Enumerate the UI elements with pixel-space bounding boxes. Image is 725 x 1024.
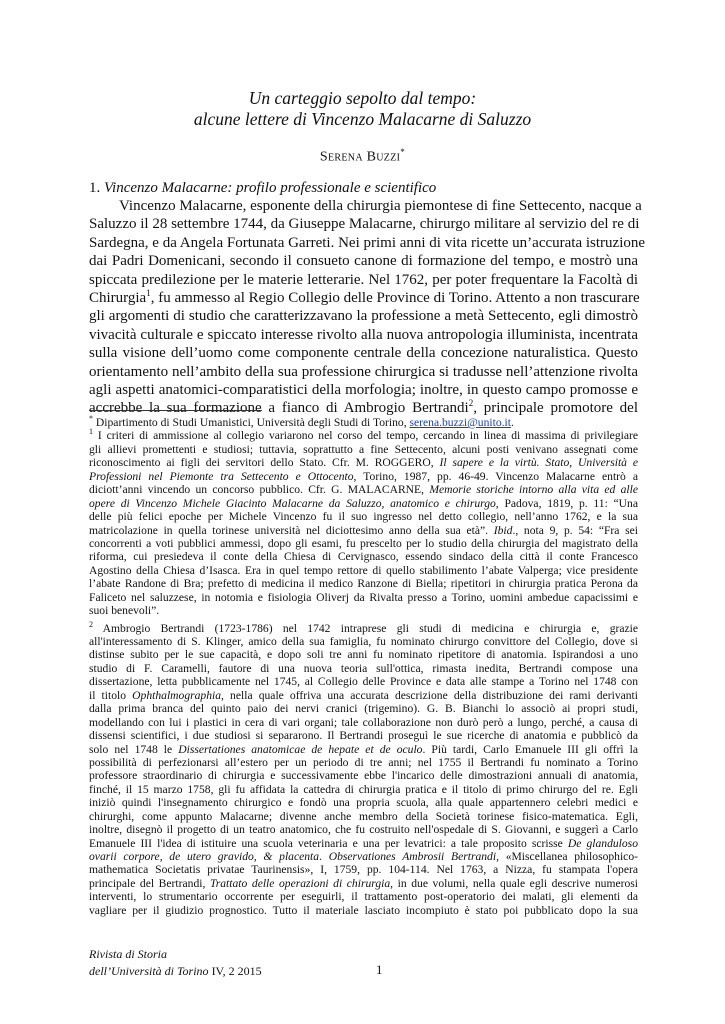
- footnote-1-line: [89, 483, 638, 496]
- footnote-1-line: riforma, cui presiedeva il conte della Chiesa di Cervignasco, essendo sindaco della città il conte Francesco: [89, 550, 638, 564]
- body-text-run: , fu ammesso al Regio Collegio delle Province di Torino. Attento a non trascurare: [150, 289, 640, 306]
- body-line: agli aspetti anatomici-comparatistici della morfologia; inoltre, in questo campo promosse e: [89, 381, 638, 398]
- cited-title: Il sapere e la virtù. Stato, Università e: [439, 456, 638, 470]
- body-line: Vincenzo Malacarne, esponente della chirurgia piemontese di fine Settecento, nacque a: [119, 198, 642, 214]
- cited-title: Memorie storiche intorno alla vita ed alle: [429, 483, 639, 497]
- footnote-2-line: professore straordinario di chirurgia e successivamente ebbe l'incarico delle dimostrazioni annuali di anatomia,: [89, 769, 638, 783]
- footnote-2-line: dissensi scientifici, i due studiosi si separarono. Il Bertrandi proseguì le sue ricerche di anatomia e pubblicò da: [89, 729, 638, 743]
- footnote-text: solo nel 1748 le: [89, 742, 179, 756]
- section-number: 1.: [89, 180, 101, 196]
- footnote-1-line: [89, 497, 638, 510]
- title-line-1: Un carteggio sepolto dal tempo:: [248, 88, 477, 108]
- footnote-text: principale del Bertrandi,: [89, 876, 210, 890]
- footnote-2-line: [89, 743, 638, 756]
- footnote-text: .: [319, 850, 329, 863]
- affiliation-text: Dipartimento di Studi Umanistici, Università degli Studi di Torino,: [95, 416, 410, 429]
- footnote-ref-2[interactable]: 2: [468, 398, 474, 409]
- footnote-text: , nella quale offriva una accurata descrizione della distribuzione dei rami derivanti: [221, 688, 638, 702]
- footnote-text: Emanuele III l'idea di istituire una scuola veterinaria e una per levatrici: a tale proposito scrisse: [89, 836, 568, 850]
- footnote-1-line: [89, 470, 638, 483]
- footnote-text: ., nota 9, p. 54: “Fra sei: [512, 523, 638, 537]
- footnote-1-line: delle più felici epoche per Michele Vincenzo fu il suo ingresso nel detto collegio, nell’anno 1762, e la sua: [89, 510, 638, 524]
- footnote-text: . Più tardi, Carlo Emanuele III gli offrì la: [422, 742, 639, 756]
- cited-ibid: Ibid: [493, 523, 513, 537]
- page-number: 1: [376, 962, 383, 977]
- footnote-2-line: interventi, lo strumentario occorrente per eseguirli, il trattamento post-operatorio dei malati, gli elementi da: [89, 890, 638, 904]
- footnote-1-line: concorrenti a voti pubblici ammessi, dopo gli esami, fu prescelto per lo studio della chirurgia del magistrato della: [89, 536, 638, 550]
- footnote-2-line: distinse subito per le sue capacità, e dopo soli tre anni fu nominato ripetitore di anatomia. Ispirandosi a uno: [89, 648, 638, 662]
- footnote-text: riconoscimento ai figli dei servitori dello Stato. Cfr. M. ROGGERO,: [89, 456, 440, 470]
- footnote-2-line: all'interessamento di S. Klinger, amico della sua famiglia, fu nominato chirurgo convittore del Collegio, dove si: [89, 635, 638, 648]
- footnote-1-line: [89, 456, 638, 469]
- body-line: Sardegna, e da Angela Fortunata Garreti. Nei primi anni di vita ricette un’accurata istruzione: [89, 234, 646, 251]
- body-line: sulla visione dell’uomo come componente centrale della concezione naturalistica. Questo: [89, 345, 638, 362]
- footnote-1-line: Agostino della Chiesa d’Isasca. Era in quel tempo rettore di quello stabilimento l’abate Valperga; vice presidente: [89, 563, 638, 577]
- footnote-1-line: gli allievi promettenti e studiosi; tuttavia, soprattutto a fine Settecento, alcuni posti venivano assegnati come: [89, 442, 638, 456]
- footnote-text: Ambrogio Bertrandi (1723-1786) nel 1742 intraprese gli studi di medicina e chirurgia e, grazie: [102, 621, 639, 635]
- body-line: gli argomenti di studio che caratterizzavano la professione a metà Settecento, egli dimostrò: [89, 308, 638, 325]
- body-line: [89, 289, 638, 307]
- author-name: Serena Buzzi: [319, 149, 401, 165]
- footnote-1-line: Faliceto nel saluzzese, in notomia e fisiologia Oliverj da Rivalta presso a Torino, uomini ambedue capacissimi e: [89, 590, 638, 604]
- footnote-2-line: modellando con lui i plastici in cera di vari organi; tale collaborazione non durò però a lungo, perché, a causa di: [89, 715, 638, 729]
- footnote-text: «Miscellanea philosophico-: [498, 850, 638, 863]
- footnote-text: , in due volumi, nella quale egli descrive numerosi: [390, 876, 638, 890]
- footnote-mark: 1: [89, 427, 93, 437]
- author-footnote-mark[interactable]: *: [400, 147, 406, 157]
- footnote-mark: 2: [89, 619, 93, 629]
- footnote-2-line: studio di F. Caramelli, fautore di una nuova teoria sull'ottica, rimasta inedita, Bertrandi compose una: [89, 661, 638, 675]
- footnote-2-line: [89, 689, 638, 702]
- footnote-2-line: possibilità di perfezionarsi all’estero per un periodo di tre anni; nel 1755 il Bertrandi fu nominato a Torino: [89, 755, 638, 769]
- footnote-2-line: inoltre, disegnò il progetto di un teatro anatomico, che fu costruito nell'ospedale di S. Giovanni, e suggerì a Carlo: [89, 823, 638, 837]
- footnote-text: Padova, 1819, p. 11: “Una: [498, 496, 638, 510]
- cited-title: opere di Vincenzo Michele Giacinto Malacarne da Saluzzo, anatomico e chirurgo,: [89, 496, 499, 510]
- footnote-text: , Torino, 1987, pp. 46-49. Vincenzo Malacarne entrò a: [353, 469, 638, 483]
- body-text: [89, 197, 646, 418]
- footnote-2-line: vagliare per il giudizio prognostico. Tutto il materiale lasciato incompiuto è stato poi pubblicato dopo la sua: [89, 903, 638, 917]
- body-text-run: Chirurgia: [89, 289, 147, 306]
- body-line: spiccata predilezione per le materie letterarie. Nel 1762, per poter frequentare la Facoltà di: [89, 271, 638, 288]
- footnote-1-line: suoi benevoli”.: [89, 604, 160, 618]
- cited-title: Observationes Ambrosii Bertrandi,: [328, 850, 499, 863]
- section-heading: [89, 180, 436, 197]
- body-line: [89, 399, 638, 417]
- footnote-2-line: dalla prima branca del quinto paio dei nervi cranici (trigemino). G. B. Bianchi lo associò ai propri studi,: [89, 702, 638, 716]
- cited-title: Dissertationes anatomicae de hepate et de oculo: [178, 742, 423, 756]
- cited-title: De glanduloso: [567, 836, 638, 850]
- journal-name-line-2: [89, 963, 262, 980]
- article-title: [60, 88, 665, 130]
- body-text-run: , principale promotore del: [473, 400, 639, 417]
- journal-footer: [89, 946, 262, 979]
- footnote-text: il titolo: [89, 688, 133, 702]
- body-line: dai Padri Domenicani, secondo il consueto canone di formazione del tempo, e mostrò una: [89, 253, 638, 270]
- journal-name-line-1: Rivista di Storia: [89, 947, 167, 961]
- footnote-1-line: [89, 429, 638, 442]
- footnote-2-line: [89, 619, 639, 635]
- cited-title: Ophthalmographia: [132, 688, 222, 702]
- footnote-affiliation: * Dipartimento di Studi Umanistici, Università degli Studi di Torino, serena.buzzi@unito.it.: [89, 414, 514, 429]
- cited-title: Trattato delle operazioni di chirurgia: [209, 876, 391, 890]
- footnote-text: diciott’anni vincendo un concorso pubblico. Cfr. G. MALACARNE,: [89, 483, 430, 497]
- cited-title: ovarii corpore, de utero gravido, & placenta: [89, 850, 320, 863]
- footnotes: [89, 416, 638, 917]
- footnote-2-line: mathematica Societatis privatae Taurinensis», I, 1759, pp. 104-114. Nel 1763, a Nizza, fu stampata l'opera: [89, 863, 638, 877]
- footnote-2-line: finché, il 15 marzo 1758, gli fu affidata la cattedra di chirurgia pratica e il titolo di primo chirurgo del re. Egli: [89, 782, 638, 796]
- footnote-2-line: dissertazione, letta pubblicamente nel 1745, al Collegio delle Province e data alle stampe a Torino nel 1748 con: [89, 675, 638, 689]
- section-title: Vincenzo Malacarne: profilo professionale e scientifico: [104, 180, 437, 196]
- footnote-2-line: [89, 837, 638, 850]
- footnote-2-line: [89, 877, 638, 890]
- author-line: [60, 147, 665, 166]
- footnote-separator: [89, 410, 262, 411]
- footnote-text: I criteri di ammissione al collegio variarono nel corso del tempo, cercando in linea di massima di privilegiare: [97, 429, 638, 443]
- footnote-2-line: iniziò quindi l'insegnamento chirurgico e fondò una propria scuola, alla quale appartennero celebri medici e: [89, 796, 638, 810]
- body-line: Saluzzo il 28 settembre 1744, da Giuseppe Malacarne, chirurgo militare al servizio del re di: [89, 216, 640, 233]
- email-link[interactable]: serena.buzzi@unito.it: [409, 416, 511, 429]
- cited-title: Professioni nel Piemonte tra Settecento e Ottocento: [89, 469, 354, 483]
- footnote-text: matricolazione in quella torinese università nel diciottesimo anno della sua età”.: [89, 523, 494, 537]
- body-text-run: accrebbe la sua formazione a fianco di Ambrogio Bertrandi: [89, 400, 469, 417]
- footnote-1-line: l’abate Randone di Bra; prefetto di medicina il medico Ranzone di Biella; ripetitori in chirurgia pratica Perona da: [89, 577, 638, 591]
- body-line: vivacità culturale e spiccato interesse rivolto alla nuova antropologia illuminista, incentrata: [89, 326, 638, 343]
- title-line-2: alcune lettere di Vincenzo Malacarne di Saluzzo: [193, 109, 532, 129]
- body-line: orientamento nell’ambito della sua professione chirurgica si tradusse nell’attenzione rivolta: [89, 363, 638, 380]
- footnote-2-line: chirurghi, come appunto Malacarne; divenne anche membro della Società torinese fisico-matematica. Egli,: [89, 809, 638, 823]
- journal-issue: IV, 2 2015: [208, 963, 262, 978]
- footnote-ref-1[interactable]: 1: [146, 287, 151, 298]
- footnote-1-line: [89, 524, 638, 537]
- journal-name: dell’Università di Torino: [89, 963, 209, 978]
- footnote-2-line: [89, 850, 638, 863]
- footnote-mark: *: [89, 414, 93, 424]
